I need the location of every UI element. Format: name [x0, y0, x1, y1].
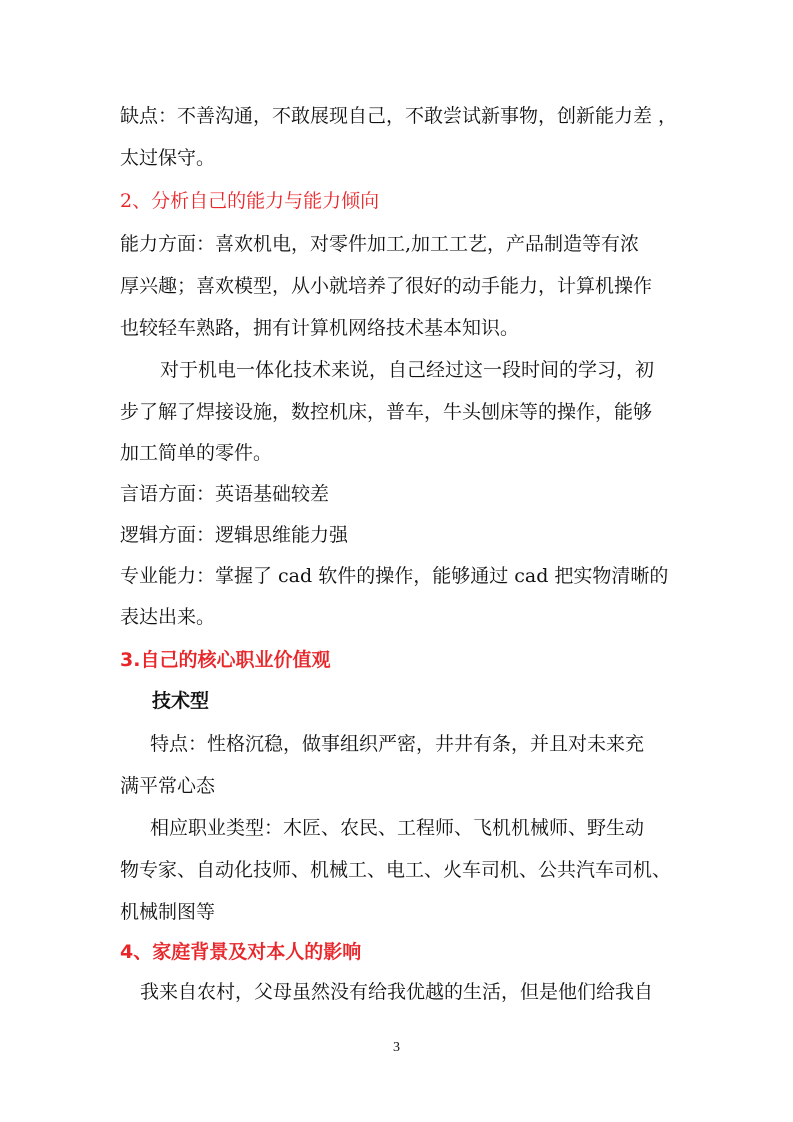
text-line: 逻辑方面：逻辑思维能力强 — [120, 524, 349, 546]
text-line: 步了解了焊接设施，数控机床，普车，牛头刨床等的操作，能够 — [120, 401, 653, 423]
section-heading: 4、家庭背景及对本人的影响 — [120, 941, 362, 963]
text-line: 物专家、自动化技师、机械工、电工、火车司机、公共汽车司机、 — [120, 859, 672, 881]
text-line: 也较轻车熟路，拥有计算机网络技术基本知识。 — [120, 317, 520, 339]
page-number: 3 — [393, 1040, 400, 1055]
text-line: 机械制图等 — [120, 901, 216, 923]
text-line: 相应职业类型：木匠、农民、工程师、飞机机械师、野生动 — [150, 817, 645, 839]
text-line: 我来自农村，父母虽然没有给我优越的生活，但是他们给我自 — [140, 981, 654, 1003]
text-line: 缺点：不善沟通，不敢展现自己，不敢尝试新事物，创新能力差 ， — [120, 105, 678, 127]
text-line: 对于机电一体化技术来说，自己经过这一段时间的学习，初 — [160, 359, 655, 381]
text-line: 太过保守。 — [120, 147, 216, 169]
text-line: 表达出来。 — [120, 606, 216, 628]
text-line: 加工简单的零件。 — [120, 442, 273, 464]
section-heading: 2、分析自己的能力与能力倾向 — [120, 190, 380, 212]
text-line: 能力方面：喜欢机电，对零件加工,加工工艺，产品制造等有浓 — [120, 233, 640, 255]
text-line: 言语方面：英语基础较差 — [120, 483, 330, 505]
text-line: 厚兴趣；喜欢模型，从小就培养了很好的动手能力，计算机操作 — [120, 275, 653, 297]
text-line: 满平常心态 — [120, 775, 216, 797]
text-line: 专业能力：掌握了 cad 软件的操作，能够通过 cad 把实物清晰的 — [120, 565, 669, 587]
section-heading: 3.自己的核心职业价值观 — [120, 649, 331, 671]
text-line: 特点：性格沉稳，做事组织严密，井井有条，并且对未来充 — [150, 733, 645, 755]
subheading: 技术型 — [152, 690, 210, 712]
